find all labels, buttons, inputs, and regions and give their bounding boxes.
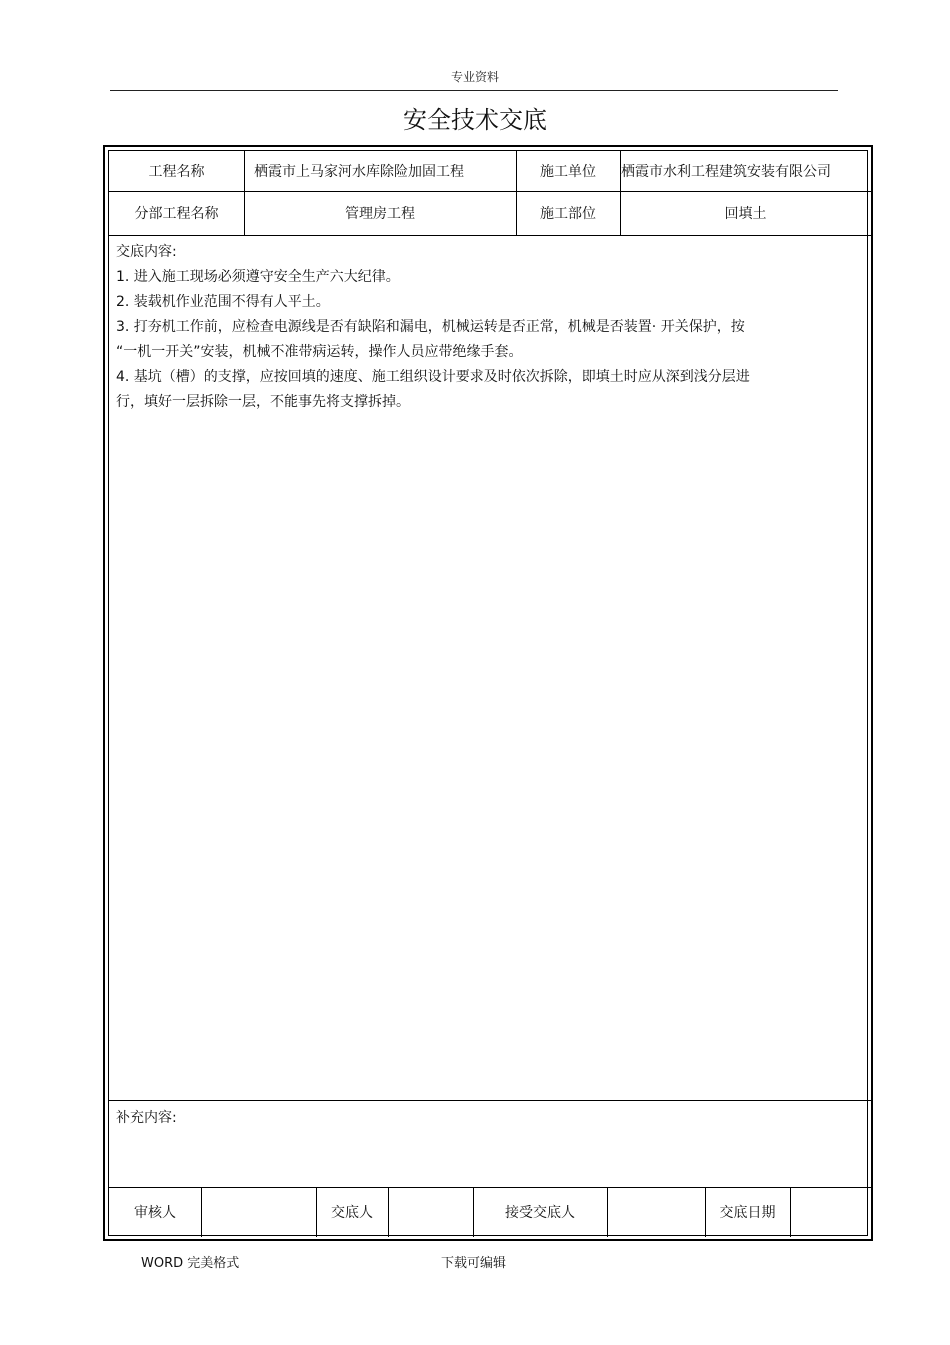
footer-format-note: WORD 完美格式 bbox=[141, 1256, 240, 1271]
contractor-label: 施工单位 bbox=[540, 164, 596, 180]
briefing-content bbox=[116, 240, 816, 415]
briefing-line-3: 3. 打夯机工作前，应检查电源线是否有缺陷和漏电，机械运转是否正常，机械是否装置· 开关保护，按 bbox=[116, 319, 745, 335]
briefer-signature-field[interactable] bbox=[388, 1187, 473, 1237]
briefing-date-field[interactable] bbox=[790, 1187, 871, 1237]
subproject-label: 分部工程名称 bbox=[134, 206, 219, 222]
page-header-label: 专业资料 bbox=[450, 70, 499, 84]
reviewer-label: 审核人 bbox=[134, 1205, 176, 1221]
project-name-label: 工程名称 bbox=[148, 164, 205, 180]
reviewer-signature-field[interactable] bbox=[201, 1187, 316, 1237]
subproject-value: 管理房工程 bbox=[345, 206, 415, 222]
location-value: 回填土 bbox=[724, 206, 767, 222]
briefing-line-5: 4. 基坑（槽）的支撑，应按回填的速度、施工组织设计要求及时依次拆除，即填土时应从深到浅分层进 bbox=[116, 369, 750, 385]
supplement-label: 补充内容: bbox=[116, 1110, 177, 1126]
briefing-form-frame bbox=[103, 145, 873, 1241]
header-divider bbox=[110, 90, 838, 91]
document-title: 安全技术交底 bbox=[403, 106, 547, 134]
content-bottom-rule bbox=[109, 1100, 871, 1101]
briefing-date-label: 交底日期 bbox=[719, 1205, 776, 1221]
briefing-form-table bbox=[108, 150, 868, 1236]
briefing-label: 交底内容: bbox=[116, 244, 177, 260]
briefing-line-1: 1. 进入施工现场必须遵守安全生产六大纪律。 bbox=[116, 269, 400, 285]
receiver-label: 接受交底人 bbox=[505, 1205, 575, 1221]
briefing-line-4: “一机一开关”安装，机械不准带病运转，操作人员应带绝缘手套。 bbox=[116, 344, 523, 360]
briefing-line-6: 行，填好一层拆除一层，不能事先将支撑拆掉。 bbox=[116, 394, 410, 410]
receiver-signature-field[interactable] bbox=[607, 1187, 705, 1237]
briefing-line-2: 2. 装载机作业范围不得有人平土。 bbox=[116, 294, 330, 310]
row2-bottom-rule bbox=[109, 235, 871, 236]
project-name-value: 栖霞市上马家河水库除险加固工程 bbox=[254, 164, 464, 180]
footer-editable-note: 下载可编辑 bbox=[441, 1256, 507, 1271]
briefer-label: 交底人 bbox=[331, 1205, 373, 1221]
contractor-value: 栖霞市水利工程建筑安装有限公司 bbox=[621, 164, 831, 180]
location-label: 施工部位 bbox=[540, 206, 596, 222]
